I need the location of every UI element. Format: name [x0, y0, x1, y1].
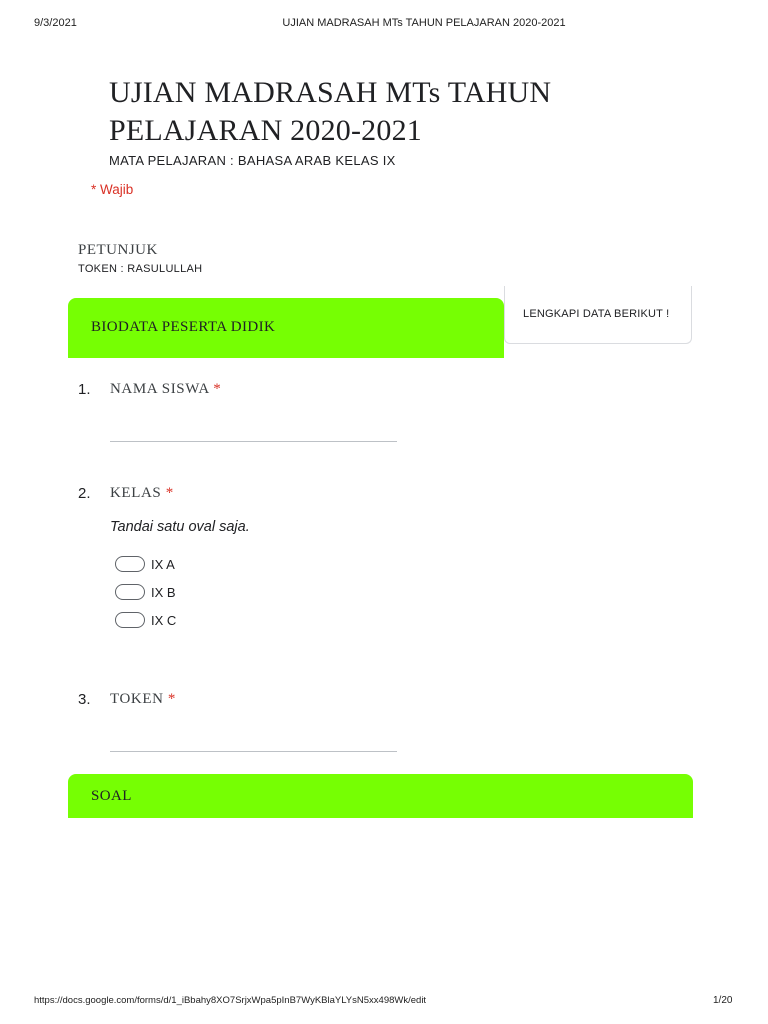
option-label-ix-a: IX A	[151, 557, 175, 572]
question-label-token	[110, 691, 176, 708]
section-header-biodata	[68, 298, 504, 358]
section-title-soal: SOAL	[91, 788, 132, 804]
petunjuk-description: TOKEN : RASULULLAH	[78, 263, 203, 275]
question-number: 1.	[78, 381, 91, 398]
question-label-nama-siswa	[110, 381, 221, 398]
nama-siswa-answer-line[interactable]	[110, 441, 397, 442]
section-side-note: LENGKAPI DATA BERIKUT !	[523, 308, 670, 320]
question-hint: Tandai satu oval saja.	[110, 519, 250, 535]
section-side-card	[504, 286, 692, 344]
print-page-number: 1/20	[713, 995, 733, 1006]
option-label-ix-c: IX C	[151, 613, 177, 628]
section-header-soal	[68, 774, 693, 818]
option-label-ix-b: IX B	[151, 585, 176, 600]
print-date: 9/3/2021	[34, 17, 77, 29]
question-number: 2.	[78, 485, 91, 502]
option-oval-ix-c[interactable]	[115, 612, 145, 628]
print-header-title: UJIAN MADRASAH MTs TAHUN PELAJARAN 2020-2021	[282, 17, 566, 29]
question-label-text: KELAS	[110, 485, 162, 501]
section-title-biodata: BIODATA PESERTA DIDIK	[91, 319, 276, 335]
required-asterisk: *	[213, 381, 222, 397]
required-asterisk: *	[167, 691, 177, 707]
required-note: * Wajib	[91, 182, 134, 197]
petunjuk-title: PETUNJUK	[78, 242, 158, 258]
question-label-text: NAMA SISWA	[110, 381, 209, 397]
required-asterisk: *	[165, 485, 174, 501]
token-answer-line[interactable]	[110, 751, 397, 752]
option-oval-ix-b[interactable]	[115, 584, 145, 600]
option-oval-ix-a[interactable]	[115, 556, 145, 572]
print-footer-url[interactable]: https://docs.google.com/forms/d/1_iBbahy8XO7SrjxWpa5pInB7WyKBlaYLYsN5xx498Wk/edit	[34, 995, 427, 1006]
question-number: 3.	[78, 691, 91, 708]
question-label-kelas	[110, 485, 174, 502]
form-title: UJIAN MADRASAH MTs TAHUN PELAJARAN 2020-2021	[109, 76, 552, 147]
question-label-text: TOKEN	[110, 691, 164, 707]
form-description: MATA PELAJARAN : BAHASA ARAB KELAS IX	[109, 153, 396, 168]
